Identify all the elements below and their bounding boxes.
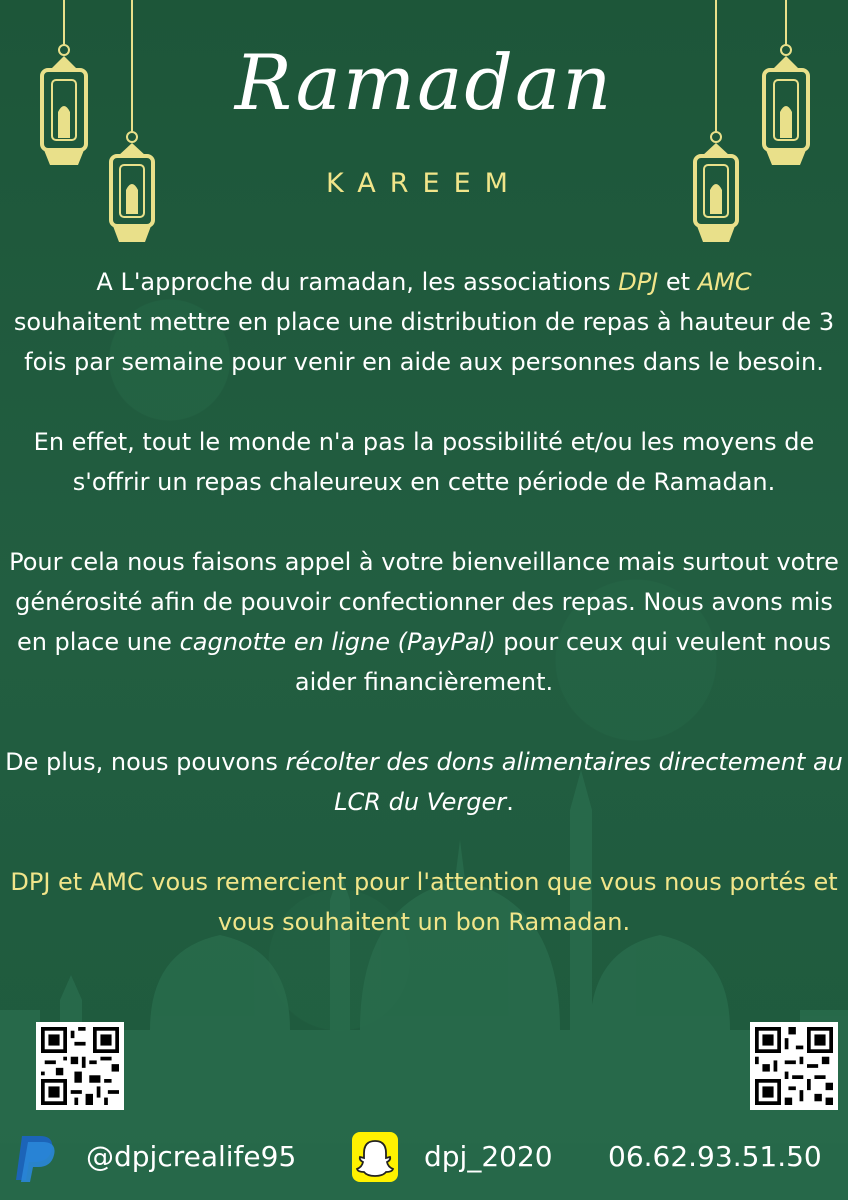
qr-code-left — [41, 1027, 119, 1105]
paypal-icon — [12, 1134, 58, 1184]
amc-highlight: AMC — [697, 268, 752, 296]
paragraph-intro — [0, 262, 848, 382]
poster-title: Ramadan — [234, 38, 614, 127]
snapchat-icon — [352, 1132, 398, 1182]
snapchat-handle[interactable]: dpj_2020 — [424, 1140, 553, 1173]
dpj-highlight: DPJ — [618, 268, 659, 296]
intro-text-rest: souhaitent mettre en place une distribution de repas à hauteur de 3 fois par semaine pour venir en aide aux personnes dans le besoin. — [13, 308, 835, 376]
body-text — [0, 262, 848, 982]
donations-period: . — [506, 788, 514, 816]
intro-text: A L'approche du ramadan, les associations — [96, 268, 619, 296]
paragraph-appeal — [0, 542, 848, 702]
paypal-handle[interactable]: @dpjcrealife95 — [86, 1140, 297, 1173]
intro-connector: et — [658, 268, 698, 296]
appeal-text: Pour cela nous faisons appel à votre bienveillance mais surtout votre générosité afin de pouvoir confectionner des repas. Nous avons mis en place une — [9, 548, 839, 656]
qr-code-right — [755, 1027, 833, 1105]
paragraph-context: En effet, tout le monde n'a pas la possibilité et/ou les moyens de s'offrir un repas chaleureux en cette période de Ramadan. — [33, 428, 815, 496]
qr-code-icon[interactable] — [750, 1022, 838, 1110]
paragraph-donations — [0, 742, 848, 822]
donations-text: De plus, nous pouvons — [5, 748, 286, 776]
phone-number[interactable]: 06.62.93.51.50 — [608, 1140, 822, 1173]
footer — [0, 1130, 848, 1190]
online-pot-text: cagnotte en ligne (PayPal) — [179, 628, 496, 656]
qr-code-icon[interactable] — [36, 1022, 124, 1110]
paragraph-thanks: DPJ et AMC vous remercient pour l'attention que vous nous portés et vous souhaitent un bon Ramadan. — [10, 868, 838, 936]
poster-subtitle: KAREEM — [326, 168, 522, 199]
appeal-text-rest: pour ceux qui veulent nous aider financièrement. — [294, 628, 832, 696]
food-donations-text: récolter des dons alimentaires directement au LCR du Verger — [285, 748, 843, 816]
